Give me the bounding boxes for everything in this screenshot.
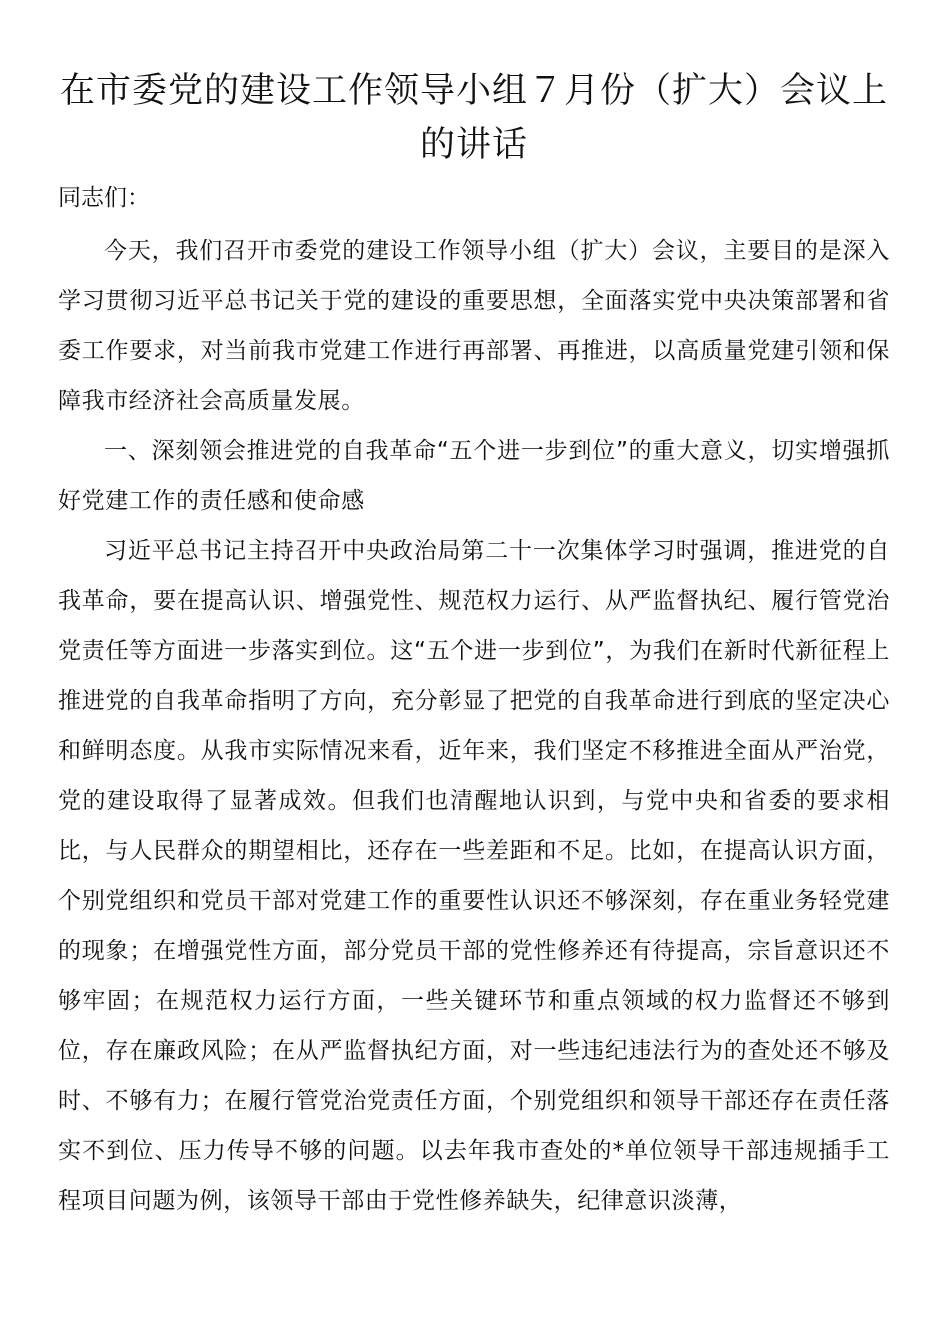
section-heading: 一、深刻领会推进党的自我革命“五个进一步到位”的重大意义，切实增强抓好党建工作的责任感和使命感 [58,438,890,514]
document-title: 在市委党的建设工作领导小组７月份（扩大）会议上的讲话 [59,71,888,165]
document-page [58,64,890,1226]
body-paragraph: 习近平总书记主持召开中央政治局第二十一次集体学习时强调，推进党的自我革命，要在提高认识、增强党性、规范权力运行、从严监督执纪、履行管党治党责任等方面进一步落实到位。这“五个进一步到位”，为我们在新时代新征程上推进党的自我革命指明了方向，充分彰显了把党的自我革命进行到底的坚定决心和鲜明态度。从我市实际情况来看，近年来，我们坚定不移推进全面从严治党，党的建设取得了显著成效。但我们也清醒地认识到，与党中央和省委的要求相比，与人民群众的期望相比，还存在一些差距和不足。比如，在提高认识方面，个别党组织和党员干部对党建工作的重要性认识还不够深刻，存在重业务轻党建的现象；在增强党性方面，部分党员干部的党性修养还有待提高，宗旨意识还不够牢固；在规范权力运行方面，一些关键环节和重点领域的权力监督还不够到位，存在廉政风险；在从严监督执纪方面，对一些违纪违法行为的查处还不够及时、不够有力；在履行管党治党责任方面，个别党组织和领导干部还存在责任落实不到位、压力传导不够的问题。以去年我市查处的*单位领导干部违规插手工程项目问题为例，该领导干部由于党性修养缺失，纪律意识淡薄， [58,538,890,1214]
intro-paragraph: 今天，我们召开市委党的建设工作领导小组（扩大）会议，主要目的是深入学习贯彻习近平总书记关于党的建设的重要思想，全面落实党中央决策部署和省委工作要求，对当前我市党建工作进行再部署、再推进，以高质量党建引领和保障我市经济社会高质量发展。 [58,238,890,414]
salutation: 同志们： [58,185,150,211]
